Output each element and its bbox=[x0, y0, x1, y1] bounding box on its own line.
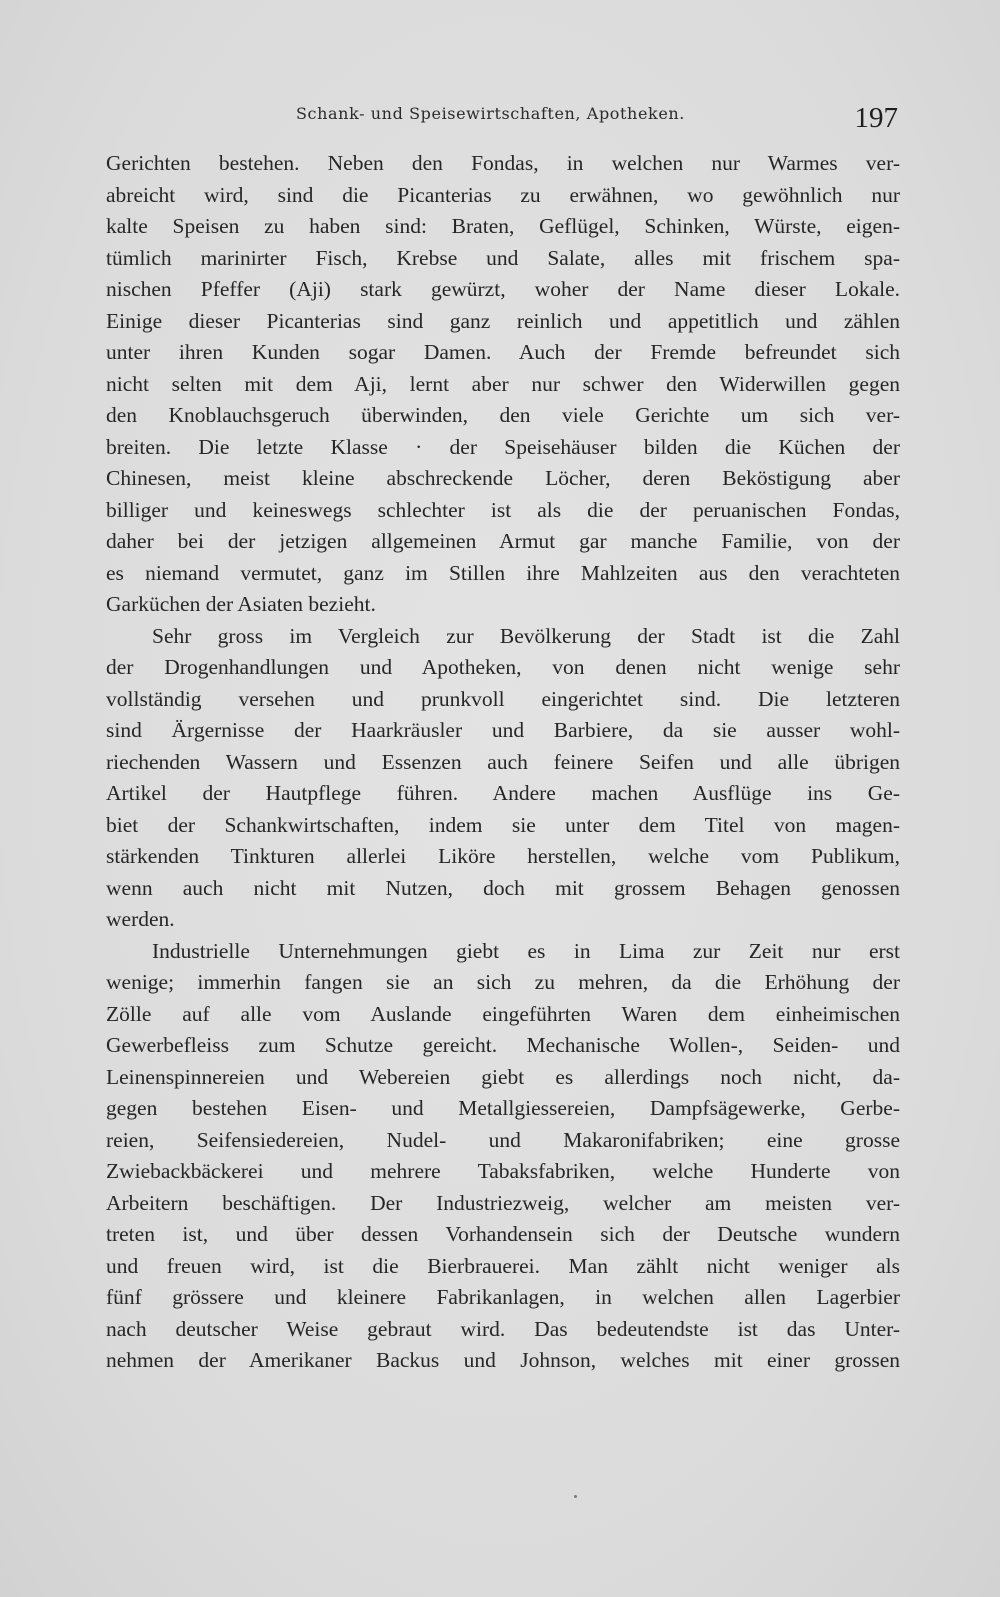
text-line: werden. bbox=[106, 907, 175, 931]
text-line: tümlich marinirter Fisch, Krebse und Salate, alles mit frischem spa- bbox=[106, 245, 900, 270]
text-line: riechenden Wassern und Essenzen auch feinere Seifen und alle übrigen bbox=[106, 749, 900, 774]
text-line: biet der Schankwirtschaften, indem sie unter dem Titel von magen- bbox=[106, 812, 900, 837]
text-line: daher bei der jetzigen allgemeinen Armut gar manche Familie, von der bbox=[106, 529, 900, 553]
text-line: Einige dieser Picanterias sind ganz reinlich und appetitlich und zählen bbox=[106, 308, 900, 333]
text-line: Gewerbefleiss zum Schutze gereicht. Mechanische Wollen-, Seiden- und bbox=[106, 1033, 900, 1057]
text-line: und freuen wird, ist die Bierbrauerei. Man zählt nicht weniger als bbox=[106, 1253, 900, 1278]
page-header bbox=[106, 96, 900, 136]
text-line: nicht selten mit dem Aji, lernt aber nur schwer den Widerwillen gegen bbox=[106, 371, 900, 396]
text-line: der Drogenhandlungen und Apotheken, von denen nicht wenige sehr bbox=[106, 655, 900, 679]
text-line: fünf grössere und kleinere Fabrikanlagen, in welchen allen Lagerbier bbox=[106, 1285, 900, 1309]
text-line: Artikel der Hautpflege führen. Andere machen Ausflüge ins Ge- bbox=[106, 781, 900, 805]
running-head: Schank- und Speisewirtschaften, Apotheken. bbox=[296, 104, 685, 123]
text-line: Sehr gross im Vergleich zur Bevölkerung der Stadt ist die Zahl bbox=[152, 623, 900, 648]
text-line: Garküchen der Asiaten bezieht. bbox=[106, 592, 376, 616]
body-text bbox=[106, 148, 900, 1377]
text-line: reien, Seifensiedereien, Nudel- und Makaronifabriken; eine grosse bbox=[106, 1127, 900, 1152]
text-line: nischen Pfeffer (Aji) stark gewürzt, woher der Name dieser Lokale. bbox=[106, 277, 900, 301]
page-number: 197 bbox=[854, 102, 898, 134]
paper-speck bbox=[574, 1495, 577, 1498]
text-line: abreicht wird, sind die Picanterias zu erwähnen, wo gewöhnlich nur bbox=[106, 182, 900, 207]
text-line: nehmen der Amerikaner Backus und Johnson, welches mit einer grossen bbox=[106, 1348, 900, 1372]
text-line: Arbeitern beschäftigen. Der Industriezweig, welcher am meisten ver- bbox=[106, 1190, 900, 1215]
text-line: gegen bestehen Eisen- und Metallgiessereien, Dampfsägewerke, Gerbe- bbox=[106, 1096, 900, 1120]
text-line: Zwiebackbäckerei und mehrere Tabaksfabriken, welche Hunderte von bbox=[106, 1159, 900, 1183]
text-line: Leinenspinnereien und Webereien giebt es allerdings noch nicht, da- bbox=[106, 1064, 900, 1089]
text-line: stärkenden Tinkturen allerlei Liköre herstellen, welche vom Publikum, bbox=[106, 844, 900, 868]
text-line: unter ihren Kunden sogar Damen. Auch der Fremde befreundet sich bbox=[106, 340, 900, 364]
text-line: treten ist, und über dessen Vorhandensein sich der Deutsche wundern bbox=[106, 1222, 900, 1246]
text-line: Zölle auf alle vom Auslande eingeführten Waren dem einheimischen bbox=[106, 1001, 900, 1026]
text-line: den Knoblauchsgeruch überwinden, den viele Gerichte um sich ver- bbox=[106, 403, 900, 427]
text-line: nach deutscher Weise gebraut wird. Das bedeutendste ist das Unter- bbox=[106, 1316, 900, 1341]
text-line: vollständig versehen und prunkvoll eingerichtet sind. Die letzteren bbox=[106, 686, 900, 711]
text-line: Industrielle Unternehmungen giebt es in Lima zur Zeit nur erst bbox=[152, 938, 900, 963]
text-line: wenn auch nicht mit Nutzen, doch mit grossem Behagen genossen bbox=[106, 875, 900, 900]
text-line: billiger und keineswegs schlechter ist als die der peruanischen Fondas, bbox=[106, 497, 900, 522]
text-line: sind Ärgernisse der Haarkräusler und Barbiere, da sie ausser wohl- bbox=[106, 718, 900, 742]
text-line: Gerichten bestehen. Neben den Fondas, in welchen nur Warmes ver- bbox=[106, 151, 900, 175]
text-line: kalte Speisen zu haben sind: Braten, Geflügel, Schinken, Würste, eigen- bbox=[106, 214, 900, 238]
text-line: Chinesen, meist kleine abschreckende Löcher, deren Beköstigung aber bbox=[106, 466, 900, 490]
text-line: wenige; immerhin fangen sie an sich zu mehren, da die Erhöhung der bbox=[106, 970, 900, 994]
text-line: es niemand vermutet, ganz im Stillen ihre Mahlzeiten aus den verachteten bbox=[106, 560, 900, 585]
text-line: breiten. Die letzte Klasse · der Speisehäuser bilden die Küchen der bbox=[106, 434, 900, 459]
